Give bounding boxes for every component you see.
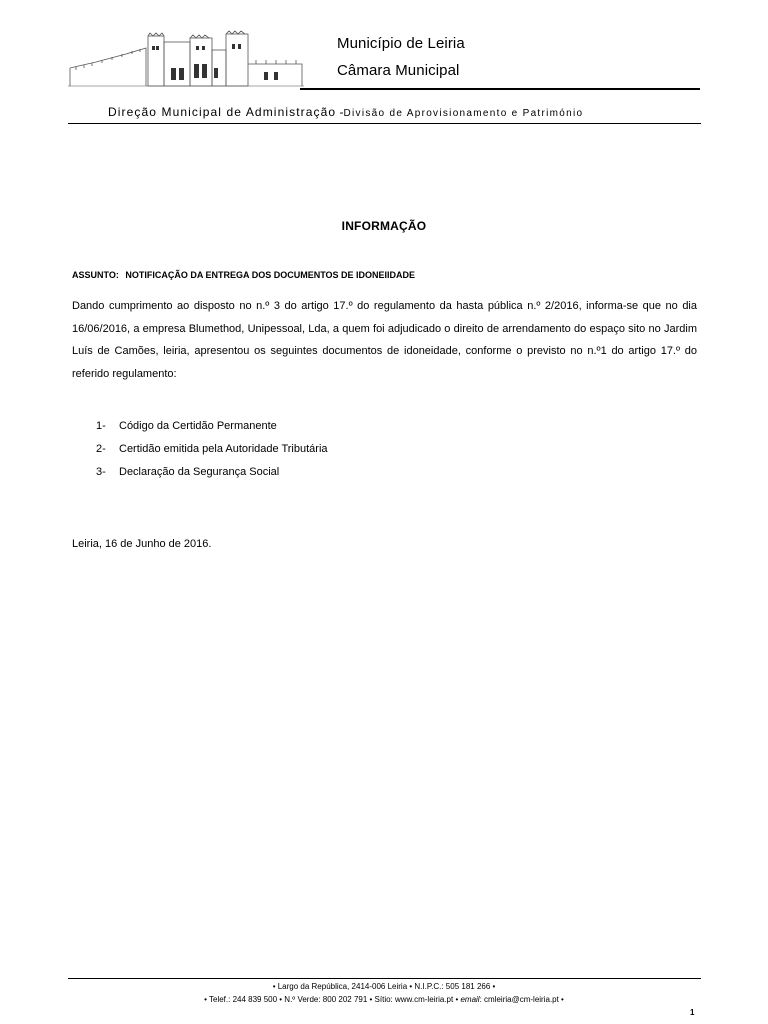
subject-line bbox=[72, 270, 415, 280]
list-item-text: Código da Certidão Permanente bbox=[119, 420, 277, 432]
list-item-number: 1- bbox=[96, 420, 106, 432]
subject-label: ASSUNTO: bbox=[72, 270, 119, 280]
division-rule bbox=[68, 123, 701, 124]
footer-address: • Largo da República, 2414-006 Leiria • N.I.P.C.: 505 181 266 • bbox=[272, 982, 496, 991]
list-item-number: 3- bbox=[96, 466, 106, 478]
signoff-date: Leiria, 16 de Junho de 2016. bbox=[72, 538, 212, 550]
division-line bbox=[108, 105, 583, 119]
division-separator: - bbox=[336, 105, 344, 119]
castle-illustration-icon bbox=[66, 24, 306, 100]
org-name: Município de Leiria bbox=[337, 35, 465, 52]
document-list bbox=[96, 418, 328, 487]
footer-contacts bbox=[0, 995, 768, 1004]
footer-contacts-main: • Telef.: 244 839 500 • N.º Verde: 800 202 791 • Sítio: www.cm-leiria.pt • bbox=[204, 995, 461, 1004]
list-item bbox=[96, 464, 328, 487]
body-paragraph: Dando cumprimento ao disposto no n.º 3 do artigo 17.º do regulamento da hasta pública n.º 2/2016, informa-se que no dia 16/06/2016, a empresa Blumethod, Unipessoal, Lda, a quem foi adjudicado o direito de arrendamento do espaço sito no Jardim Luís de Camões, leiria, apresentou os seguintes documentos de idoneidade, conforme o previsto no n.º1 do artigo 17.º do referido regulamento: bbox=[72, 300, 697, 380]
footer-email-label: email bbox=[460, 995, 480, 1004]
header-rule bbox=[300, 88, 700, 90]
document-title: INFORMAÇÃO bbox=[341, 219, 427, 233]
list-item bbox=[96, 418, 328, 441]
subject-text: NOTIFICAÇÃO DA ENTREGA DOS DOCUMENTOS DE IDONEIIDADE bbox=[125, 270, 416, 280]
footer-email-address: : cmleiria@cm-leiria.pt • bbox=[479, 995, 564, 1004]
list-item-text: Declaração da Segurança Social bbox=[119, 466, 280, 478]
page-number: 1 bbox=[690, 1008, 695, 1017]
footer-rule bbox=[68, 978, 701, 979]
division-name: Divisão de Aprovisionamento e Património bbox=[343, 108, 584, 119]
org-subtitle: Câmara Municipal bbox=[337, 62, 460, 79]
list-item-number: 2- bbox=[96, 443, 106, 455]
department-name: Direção Municipal de Administração bbox=[108, 105, 337, 119]
list-item-text: Certidão emitida pela Autoridade Tributária bbox=[119, 443, 328, 455]
list-item bbox=[96, 441, 328, 464]
